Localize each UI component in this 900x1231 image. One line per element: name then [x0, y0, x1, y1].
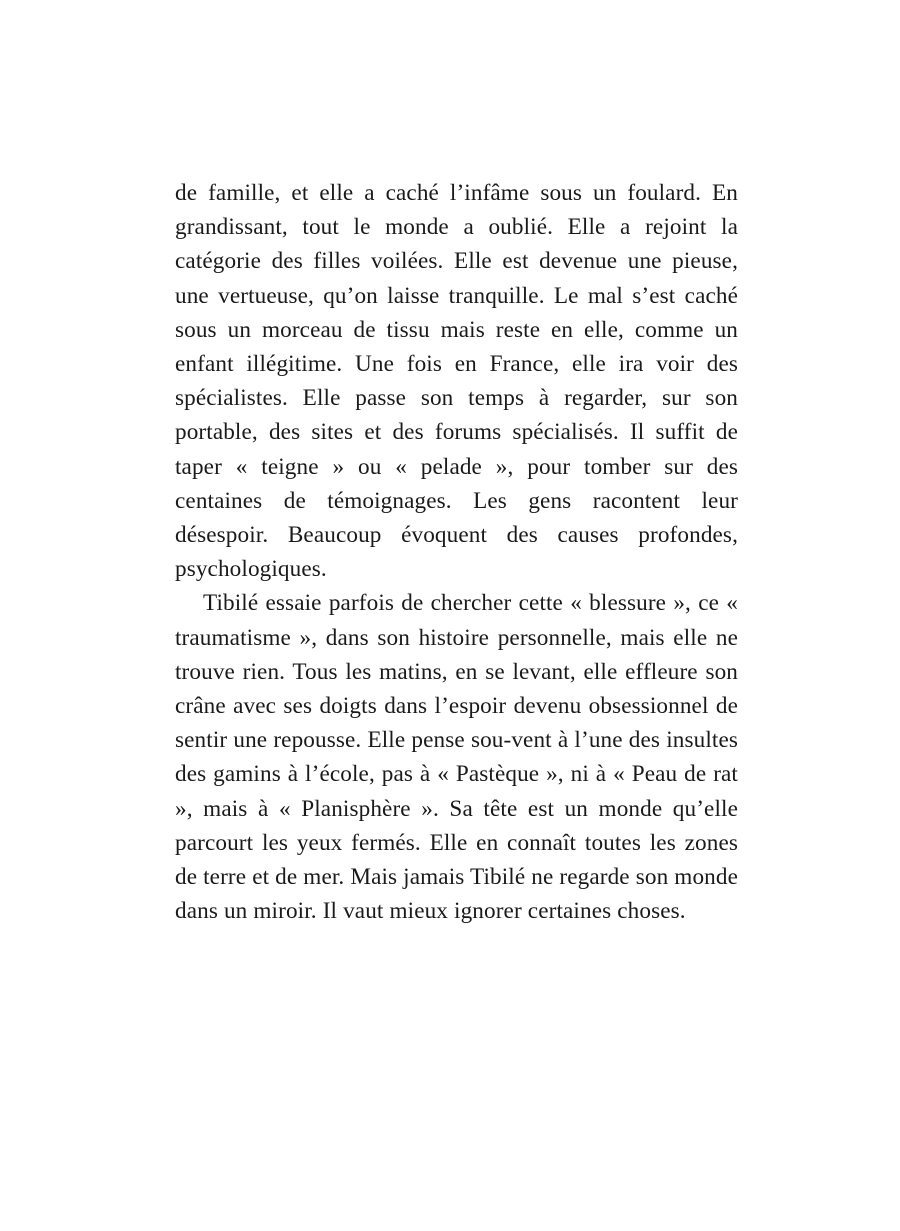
- body-paragraph-1: de famille, et elle a caché l’infâme sous un foulard. En grandissant, tout le monde a oublié. Elle a rejoint la catégorie des filles voilées. Elle est devenue une pieuse, une vertueuse, qu’on laisse tranquille. Le mal s’est caché sous un morceau de tissu mais reste en elle, comme un enfant illégitime. Une fois en France, elle ira voir des spécialistes. Elle passe son temps à regarder, sur son portable, des sites et des forums spécialisés. Il suffit de taper « teigne » ou « pelade », pour tomber sur des centaines de témoignages. Les gens racontent leur désespoir. Beaucoup évoquent des causes profondes, psychologiques.: [175, 180, 738, 583]
- body-text-block: [175, 176, 738, 928]
- body-paragraph-2: Tibilé essaie parfois de chercher cette « blessure », ce « traumatisme », dans son histoire personnelle, mais elle ne trouve rien. Tous les matins, en se levant, elle effleure son crâne avec ses doigts dans l’espoir devenu obsessionnel de sentir une repousse. Elle pense sou-vent à l’une des insultes des gamins à l’école, pas à « Pastèque », ni à « Peau de rat », mais à « Planisphère ». Sa tête est un monde qu’elle parcourt les yeux fermés. Elle en connaît toutes les zones de terre et de mer. Mais jamais Tibilé ne regarde son monde dans un miroir. Il vaut mieux ignorer certaines choses.: [175, 590, 738, 925]
